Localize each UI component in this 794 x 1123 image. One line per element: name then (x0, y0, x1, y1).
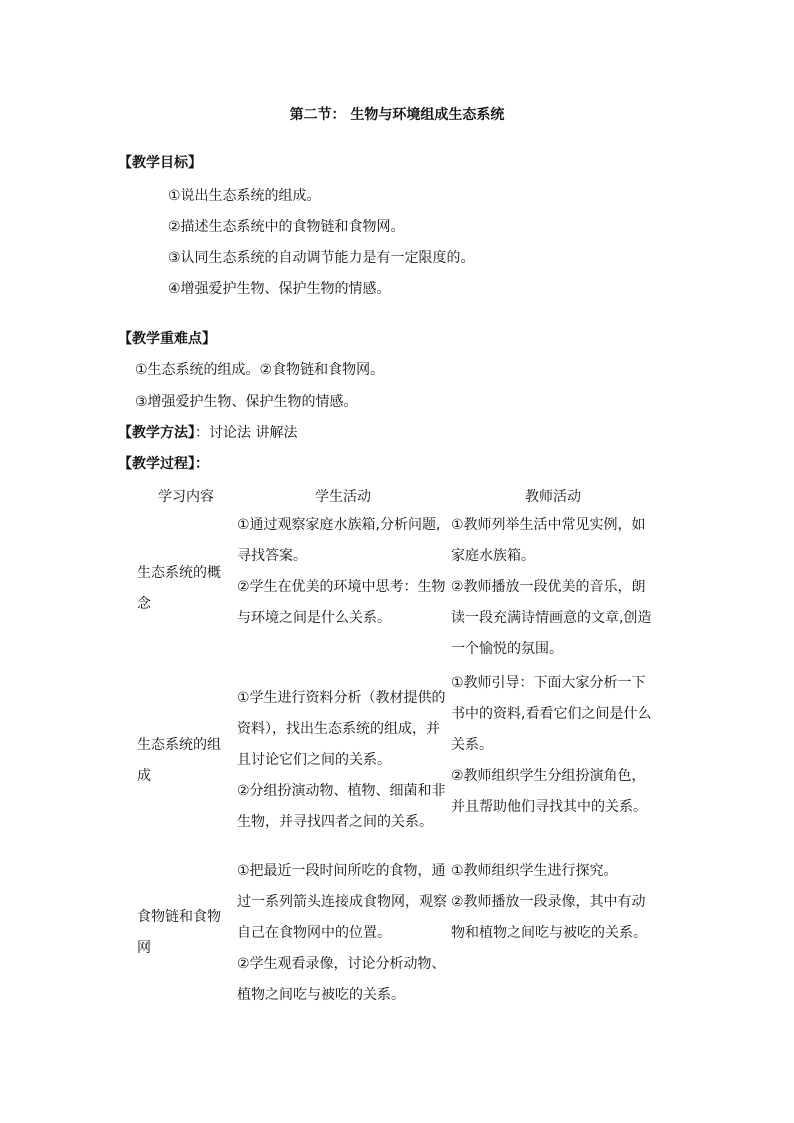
teacher-line: 书中的资料,看看它们之间是什么 (451, 706, 652, 722)
teacher-line: ②教师组织学生分组扮演角色， (451, 768, 646, 784)
column-header-teacher: 教师活动 (525, 489, 581, 505)
key-point-item: ③增强爱护生物、保护生物的情感。 (135, 394, 358, 410)
key-points-heading: 【教学重难点】 (118, 331, 216, 347)
process-line (118, 453, 209, 473)
table-row-2-teacher (451, 668, 661, 823)
page-title: 第二节： 生物与环境组成生态系统 (289, 107, 505, 123)
student-line: 寻找答案。 (237, 548, 307, 564)
objective-item: ①说出生态系统的组成。 (168, 188, 321, 204)
objectives-heading: 【教学目标】 (118, 155, 202, 171)
teacher-line: 家庭水族箱。 (451, 548, 535, 564)
teacher-line: 并且帮助他们寻找其中的关系。 (451, 799, 647, 815)
student-line: 自己在食物网中的位置。 (237, 925, 391, 941)
key-point-item: ①生态系统的组成。②食物链和食物网。 (135, 362, 385, 378)
student-line: 资料），找出生态系统的组成，并 (237, 721, 440, 737)
process-suffix: ： (195, 456, 209, 472)
objective-item: ④增强爱护生物、保护生物的情感。 (168, 281, 391, 297)
topic-line: 念 (137, 596, 151, 612)
teacher-line: ①教师组织学生进行探究。 (451, 863, 618, 879)
table-row-3-topic (137, 902, 232, 964)
teacher-line: ②教师播放一段优美的音乐，朗 (451, 579, 646, 595)
topic-line: 生态系统的概 (137, 565, 221, 581)
table-row-1-topic (137, 558, 232, 620)
teacher-line: 读一段充满诗情画意的文章,创造 (451, 610, 652, 626)
student-line: ①把最近一段时间所吃的食物，通 (237, 863, 446, 879)
student-line: 过一系列箭头连接成食物网，观察 (237, 894, 447, 910)
topic-line: 生态系统的组 (137, 737, 221, 753)
objective-item: ②描述生态系统中的食物链和食物网。 (168, 219, 405, 235)
methods-heading: 【教学方法】 (118, 425, 195, 441)
student-line: 与环境之间是什么关系。 (237, 610, 391, 626)
teacher-line: 物和植物之间吃与被吃的关系。 (451, 925, 647, 941)
table-row-2-student (237, 683, 449, 838)
student-line: 生物，并寻找四者之间的关系。 (237, 814, 433, 830)
table-row-2-topic (137, 730, 232, 792)
methods-value: ：讨论法 讲解法 (195, 425, 298, 441)
methods-line (118, 422, 297, 442)
table-row-3-teacher (451, 856, 661, 949)
topic-line: 成 (137, 768, 151, 784)
topic-line: 网 (137, 940, 151, 956)
student-line: ①通过观察家庭水族箱,分析问题, (237, 517, 441, 533)
student-line: ②学生在优美的环境中思考：生物 (237, 579, 446, 595)
student-line: ②分组扮演动物、植物、细菌和非 (237, 783, 446, 799)
student-line: 植物之间吃与被吃的关系。 (237, 987, 405, 1003)
table-row-1-student (237, 510, 449, 634)
student-line: ①学生进行资料分析（教材提供的 (237, 690, 446, 706)
student-line: ②学生观看录像，讨论分析动物、 (237, 956, 446, 972)
topic-line: 食物链和食物 (137, 909, 221, 925)
teacher-line: 一个愉悦的氛围。 (451, 641, 563, 657)
objective-item: ③认同生态系统的自动调节能力是有一定限度的。 (168, 250, 475, 266)
teacher-line: ①教师引导：下面大家分析一下 (451, 675, 646, 691)
table-row-3-student (237, 856, 449, 1011)
column-header-content: 学习内容 (158, 489, 214, 505)
teacher-line: ①教师列举生活中常见实例，如 (451, 517, 646, 533)
table-row-1-teacher (451, 510, 661, 665)
teacher-line: ②教师播放一段录像，其中有动 (451, 894, 646, 910)
column-header-student: 学生活动 (315, 489, 371, 505)
student-line: 且讨论它们之间的关系。 (237, 752, 391, 768)
process-heading: 【教学过程】 (118, 456, 195, 472)
teacher-line: 关系。 (451, 737, 493, 753)
